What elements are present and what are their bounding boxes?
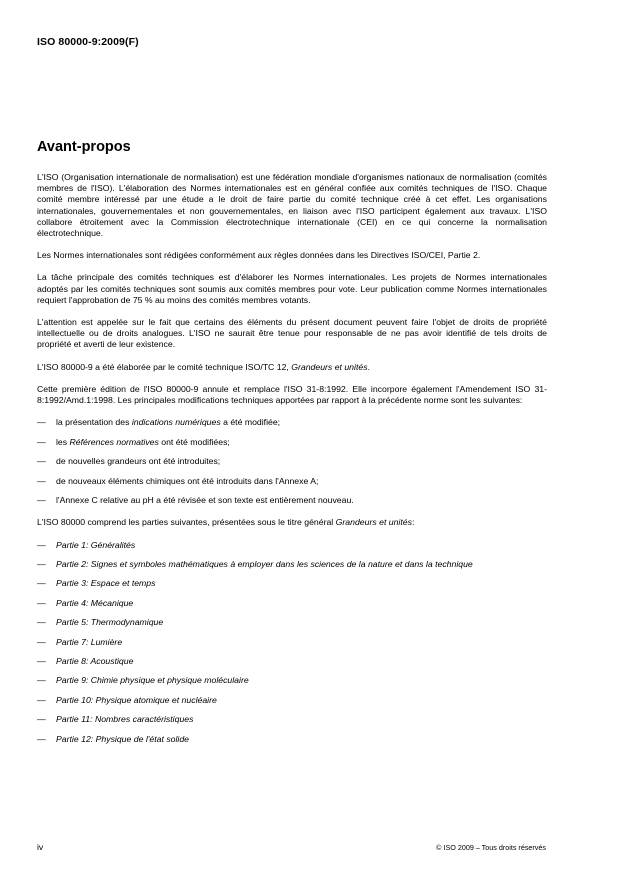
list-item-text: de nouvelles grandeurs ont été introduites; (56, 456, 221, 467)
list-item-text: de nouveaux éléments chimiques ont été introduits dans l'Annexe A; (56, 475, 319, 486)
dash-marker: — (37, 456, 46, 467)
list-item (37, 714, 547, 725)
list-item (37, 417, 547, 428)
prepared-by-italic: Grandeurs et unités (291, 361, 368, 372)
list-item-text: a été modifiée; (220, 417, 281, 428)
dash-marker: — (37, 675, 46, 686)
paragraph-iso-intro: L'ISO (Organisation internationale de normalisation) est une fédération mondiale d'organismes nationaux de normalisation (comités membres de l'ISO). L'élaboration des Normes internationales est en général confiée aux comités techniques de l'ISO. Chaque comité membre intéressé par une étude a le droit de faire partie du comité technique créé à cet effet. Les organisations internationales, gouvernementales et non gouvernementales, en liaison avec l'ISO participent également aux travaux. L'ISO collabore étroitement avec la Commission électrotechnique internationale (CEI) en ce qui concerne la normalisation électrotechnique. (37, 172, 547, 239)
copyright-notice: © ISO 2009 – Tous droits réservés (436, 843, 546, 852)
paragraph-parts-intro (37, 517, 547, 528)
dash-marker: — (37, 578, 46, 589)
dash-marker: — (37, 714, 46, 725)
foreword-body (37, 172, 547, 756)
part-title: Partie 9: Chimie physique et physique moléculaire (56, 675, 249, 686)
paragraph-directives: Les Normes internationales sont rédigées conformément aux règles données dans les Directives ISO/CEI, Partie 2. (37, 250, 481, 261)
list-item (37, 540, 547, 551)
part-title: Partie 4: Mécanique (56, 597, 134, 608)
list-item-text: ont été modifiées; (158, 436, 230, 447)
parts-intro-italic: Grandeurs et unités (335, 517, 412, 528)
part-title: Partie 2: Signes et symboles mathématiques à employer dans les sciences de la nature et dans la technique (56, 559, 473, 570)
part-title: Partie 8: Acoustique (56, 656, 134, 666)
changes-list (37, 417, 547, 506)
list-item (37, 578, 547, 589)
dash-marker: — (37, 559, 46, 570)
list-item (37, 437, 547, 448)
part-title: Partie 11: Nombres caractéristiques (56, 714, 194, 725)
page-number: iv (37, 842, 44, 852)
part-title: Partie 7: Lumière (56, 636, 123, 647)
list-item-italic: Références normatives (69, 436, 159, 447)
dash-marker: — (37, 417, 46, 428)
part-title: Partie 12: Physique de l'état solide (56, 733, 190, 744)
parts-intro-end: : (411, 517, 415, 528)
dash-marker: — (37, 694, 46, 705)
list-item (37, 695, 547, 706)
paragraph-edition: Cette première édition de l'ISO 80000-9 annule et remplace l'ISO 31-8:1992. Elle incorpore également l'Amendement ISO 31-8:1992/Amd.1:1998. Les principales modifications techniques apportées par rapport à la précédente norme sont les suivantes: (37, 383, 547, 406)
list-item (37, 495, 547, 506)
list-item (37, 598, 547, 609)
document-id: ISO 80000-9:2009(F) (37, 36, 139, 48)
list-item-italic: indications numériques (131, 417, 221, 428)
dash-marker: — (37, 597, 46, 608)
part-title: Partie 10: Physique atomique et nucléaire (56, 694, 217, 705)
part-title: Partie 5: Thermodynamique (56, 617, 164, 628)
list-item (37, 617, 547, 628)
list-item-text: la présentation des (56, 417, 132, 428)
dash-marker: — (37, 495, 46, 506)
prepared-by-text: L'ISO 80000-9 a été élaborée par le comité technique ISO/TC 12, (37, 361, 292, 372)
dash-marker: — (37, 617, 46, 628)
page-title: Avant-propos (37, 139, 131, 155)
list-item (37, 637, 547, 648)
prepared-by-end: . (367, 361, 370, 372)
list-item-text: les (56, 436, 70, 447)
dash-marker: — (37, 436, 46, 447)
list-item (37, 476, 547, 487)
dash-marker: — (37, 539, 46, 550)
dash-marker: — (37, 656, 46, 666)
part-title: Partie 1: Généralités (56, 539, 136, 550)
dash-marker: — (37, 636, 46, 647)
list-item (37, 675, 547, 686)
part-title: Partie 3: Espace et temps (56, 578, 156, 589)
dash-marker: — (37, 475, 46, 486)
list-item (37, 559, 547, 570)
parts-list (37, 540, 547, 745)
paragraph-patent-rights: L'attention est appelée sur le fait que certains des éléments du présent document peuvent faire l'objet de droits de propriété intellectuelle ou de droits analogues. L'ISO ne saurait être tenue pour responsable de ne pas avoir identifié de tels droits de propriété et averti de leur existence. (37, 317, 547, 350)
dash-marker: — (37, 733, 46, 744)
list-item-text: l'Annexe C relative au pH a été révisée et son texte est entièrement nouveau. (56, 495, 354, 506)
list-item (37, 456, 547, 467)
parts-intro-text: L'ISO 80000 comprend les parties suivantes, présentées sous le titre général (37, 517, 336, 528)
paragraph-technical-committees: La tâche principale des comités techniques est d'élaborer les Normes internationales. Les projets de Normes internationales adoptés par les comités techniques sont soumis aux comités membres pour vote. Leur publication comme Normes internationales requiert l'approbation de 75 % au moins des comités membres votants. (37, 272, 547, 305)
paragraph-prepared-by (37, 362, 547, 373)
list-item (37, 656, 547, 667)
list-item (37, 734, 547, 745)
